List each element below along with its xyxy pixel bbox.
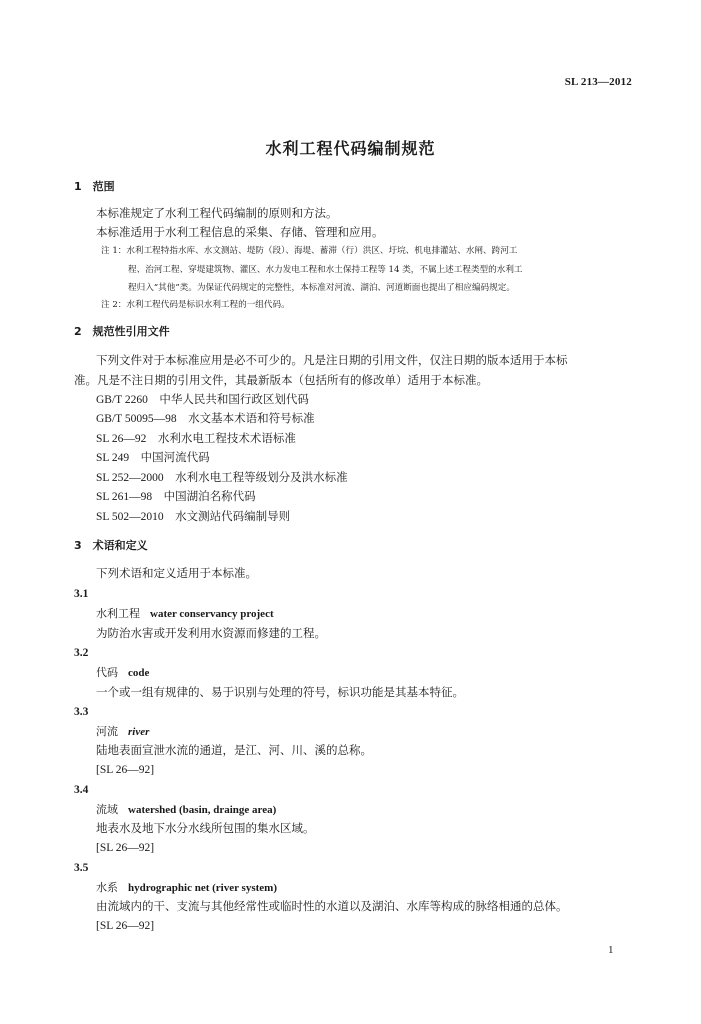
term-zh: 水利工程 [96,607,140,620]
standard-code: SL 213—2012 [564,76,632,88]
section-heading-scope: 1 范围 [74,180,115,193]
section-heading-terms: 3 术语和定义 [74,539,148,552]
term-source: [SL 26—92] [96,764,155,776]
paragraph: 下列文件对于本标准应用是必不可少的。凡是注日期的引用文件，仅注日期的版本适用于本标 [96,353,568,367]
term-number: 3.4 [74,784,89,796]
reference-item [96,410,315,427]
reference-name: 中国湖泊名称代码 [163,489,256,503]
reference-name: 水利水电工程技术术语标准 [157,431,296,445]
term-number: 3.3 [74,706,89,718]
note: 程、治河工程、穿堤建筑物、灌区、水力发电工程和水土保持工程等 14 类，不属上述工程类型的水利工 [128,265,523,275]
term-zh: 流域 [96,803,118,816]
reference-item [96,469,348,486]
paragraph: 准。凡是不注日期的引用文件，其最新版本（包括所有的修改单）适用于本标准。 [74,373,488,387]
term-en: hydrographic net (river system) [128,882,277,894]
reference-item [96,449,210,466]
reference-code: SL 252—2000 [96,472,164,484]
reference-code: SL 261—98 [96,491,153,503]
note: 注 2：水利工程代码是标识水利工程的一组代码。 [101,300,290,310]
term-zh: 代码 [96,666,118,679]
reference-item [96,430,296,447]
term-heading [96,801,276,818]
term-definition: 由流域内的干、支流与其他经常性或临时性的水道以及湖泊、水库等构成的脉络相通的总体。 [96,899,568,913]
reference-code: SL 249 [96,452,130,464]
term-definition: 地表水及地下水分水线所包围的集水区域。 [96,821,315,835]
paragraph: 下列术语和定义适用于本标准。 [96,566,257,580]
reference-code: GB/T 50095—98 [96,413,177,425]
reference-name: 水文基本术语和符号标准 [188,411,315,425]
reference-code: SL 502—2010 [96,511,164,523]
note: 注 1：水利工程特指水库、水文测站、堤防（段）、海堤、蓄滞（行）洪区、圩垸、机电排灌站、水闸、跨河工 [101,246,518,256]
term-zh: 河流 [96,725,118,738]
term-heading [96,664,149,681]
paragraph: 本标准适用于水利工程信息的采集、存储、管理和应用。 [96,225,384,239]
paragraph: 本标准规定了水利工程代码编制的原则和方法。 [96,206,338,220]
term-en: watershed (basin, drainge area) [128,804,277,816]
term-definition: 一个或一组有规律的、易于识别与处理的符号，标识功能是其基本特征。 [96,685,464,699]
term-number: 3.5 [74,862,89,874]
term-heading [96,879,277,896]
document-title: 水利工程代码编制规范 [265,139,436,158]
reference-item [96,488,256,505]
reference-name: 中国河流代码 [140,450,210,464]
term-definition: 陆地表面宣泄水流的通道，是江、河、川、溪的总称。 [96,743,372,757]
term-source: [SL 26—92] [96,842,155,854]
reference-code: GB/T 2260 [96,394,148,406]
term-heading [96,605,274,622]
section-heading-references: 2 规范性引用文件 [74,325,170,338]
term-number: 3.1 [74,588,89,600]
term-number: 3.2 [74,647,89,659]
reference-code: SL 26—92 [96,433,147,445]
reference-name: 水利水电工程等级划分及洪水标准 [175,470,348,484]
reference-item [96,391,309,408]
term-en: river [128,726,150,738]
term-en: code [128,667,150,679]
term-zh: 水系 [96,881,118,894]
term-en: water conservancy project [150,608,274,620]
reference-name: 水文测站代码编制导则 [175,509,291,523]
page-number: 1 [608,944,614,956]
term-source: [SL 26—92] [96,920,155,932]
reference-name: 中华人民共和国行政区划代码 [159,392,309,406]
note: 程归入“其他”类。为保证代码规定的完整性，本标准对河流、湖泊、河道断面也提出了相应编码规定。 [128,283,515,293]
reference-item [96,508,290,525]
term-heading [96,723,149,740]
term-definition: 为防治水害或开发利用水资源而修建的工程。 [96,626,326,640]
